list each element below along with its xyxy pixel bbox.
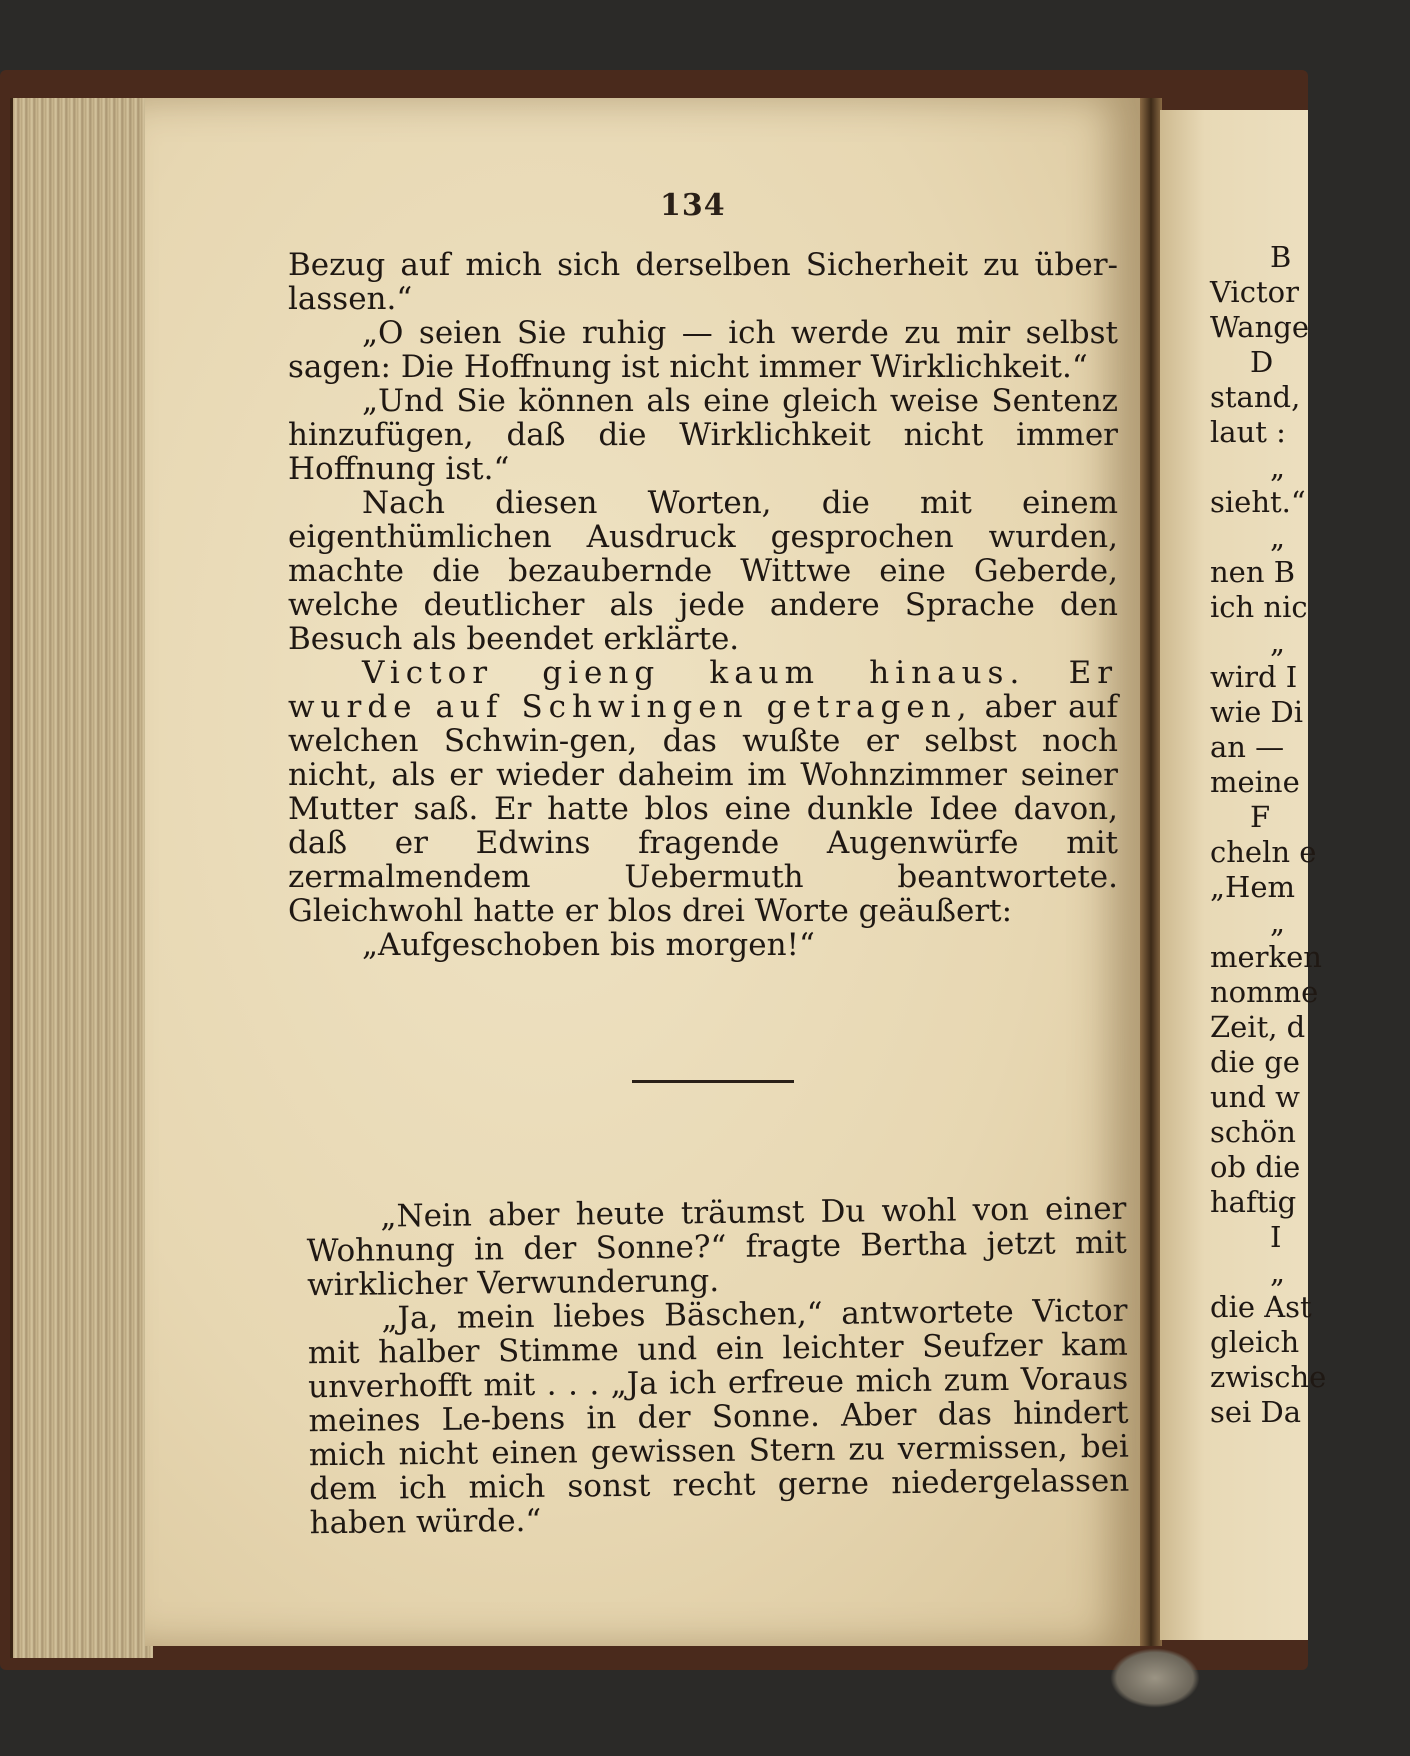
page-edges [10, 98, 153, 1658]
paragraph-after-rule-1: „Nein aber heute träumst Du wohl von einer Wohnung in der Sonne?“ fragte Bertha jetzt mit wirklicher Verwunderung. [306, 1190, 1127, 1304]
right-line: „ [1270, 625, 1286, 659]
paragraph-5-rest: aber auf welchen Schwin-gen, das wußte er selbst noch nicht, als er wieder daheim im Wohnzimmer seiner Mutter saß. Er hatte blos eine dunkle Idee davon, daß er Edwins fragende Augenwürfe mit zermalmendem Uebermuth beantwortete. Gleichwohl hatte er blos drei Worte geäußert: [288, 689, 1118, 929]
right-line: ich nic [1210, 590, 1308, 624]
spaced-phrase: Victor gieng kaum hinaus. [362, 655, 1026, 691]
left-page-text-upper [288, 248, 1118, 962]
right-line: D [1250, 345, 1274, 379]
right-page-text [1210, 240, 1410, 1430]
paragraph-4: Nach diesen Worten, die mit einem eigenthümlichen Ausdruck gesprochen wurden, machte die bezaubernde Wittwe eine Geberde, welche deutlicher als jede andere Sprache den Besuch als beendet erklärte. [288, 485, 1118, 657]
right-line: laut : [1210, 415, 1286, 449]
right-line: „Hem [1210, 870, 1295, 904]
right-line: die ge [1210, 1045, 1300, 1079]
right-line: I [1270, 1220, 1282, 1254]
right-line: B [1270, 240, 1292, 274]
right-line: gleich [1210, 1325, 1300, 1359]
right-line: sieht.“ [1210, 485, 1306, 519]
right-line: haftig [1210, 1185, 1297, 1219]
right-line: und w [1210, 1080, 1300, 1114]
right-line: die Ast [1210, 1290, 1312, 1324]
spaced-phrase-2: Er wurde auf Schwingen getragen, [288, 655, 1119, 725]
right-line: Victor [1210, 275, 1299, 309]
right-line: nen B [1210, 555, 1296, 589]
right-line: merken [1210, 940, 1322, 974]
bookmark-string [1110, 1648, 1200, 1708]
right-line: „ [1270, 1255, 1286, 1289]
right-line: wird I [1210, 660, 1298, 694]
right-line: stand, [1210, 380, 1301, 414]
book-gutter [1140, 98, 1162, 1646]
right-line: Zeit, d [1210, 1010, 1306, 1044]
paragraph-after-rule-2: „Ja, mein liebes Bäschen,“ antwortete Victor mit halber Stimme und ein leichter Seufzer kam unverhofft mit . . . „Ja ich erfreue mich zum Voraus meines Le-bens in der Sonne. Aber das hindert mich nicht einen gewissen Stern zu vermissen, bei dem ich mich sonst recht gerne niedergelassen haben würde.“ [307, 1292, 1130, 1542]
right-line: nomme [1210, 975, 1319, 1009]
right-line: „ [1270, 450, 1286, 484]
paragraph-3: „Und Sie können als eine gleich weise Sentenz hinzufügen, daß die Wirklichkeit nicht immer Hoffnung ist.“ [288, 383, 1118, 487]
right-line: schön [1210, 1115, 1296, 1149]
right-line: F [1250, 800, 1271, 834]
section-divider [632, 1080, 794, 1083]
right-line: sei Da [1210, 1395, 1302, 1429]
right-line: meine [1210, 765, 1300, 799]
right-line: an — [1210, 730, 1285, 764]
right-line: Wange [1210, 310, 1309, 344]
paragraph-5 [288, 656, 1118, 928]
left-page-text-lower [306, 1192, 1130, 1541]
quote-line: „Aufgeschoben bis morgen!“ [362, 927, 815, 963]
right-page [1160, 110, 1327, 1640]
paragraph-2: „O seien Sie ruhig — ich werde zu mir selbst sagen: Die Hoffnung ist nicht immer Wirklichkeit.“ [288, 315, 1118, 385]
page-number: 134 [660, 188, 726, 223]
right-line: ob die [1210, 1150, 1301, 1184]
right-line: cheln e [1210, 835, 1317, 869]
right-line: wie Di [1210, 695, 1304, 729]
right-line: „ [1270, 520, 1286, 554]
right-line: „ [1270, 905, 1286, 939]
right-line: zwische [1210, 1360, 1327, 1394]
paragraph-1: Bezug auf mich sich derselben Sicherheit zu über-lassen.“ [288, 247, 1118, 317]
